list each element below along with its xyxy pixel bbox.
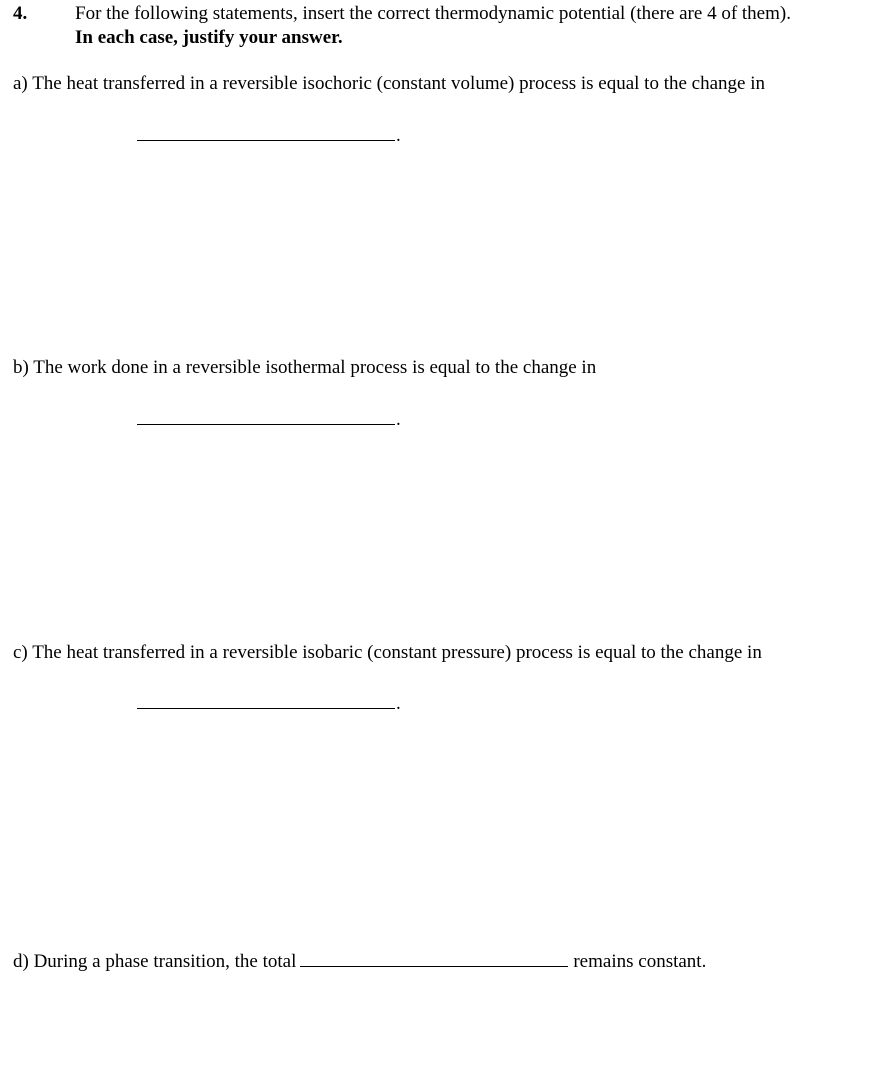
period: . bbox=[396, 409, 401, 430]
part-b-label: b) bbox=[13, 357, 29, 378]
answer-line[interactable] bbox=[137, 126, 395, 141]
period: . bbox=[396, 693, 401, 714]
part-d-text-after: remains constant. bbox=[573, 951, 707, 972]
question-number: 4. bbox=[13, 3, 28, 24]
part-d-answer-blank[interactable] bbox=[300, 950, 568, 967]
period: . bbox=[396, 125, 401, 146]
part-d-text-before: During a phase transition, the total bbox=[33, 951, 297, 972]
part-a-label: a) bbox=[13, 73, 28, 94]
part-b-answer-blank[interactable] bbox=[137, 409, 401, 431]
answer-line[interactable] bbox=[137, 410, 395, 425]
answer-line[interactable] bbox=[137, 694, 395, 709]
part-d-label: d) bbox=[13, 951, 29, 972]
part-a-statement bbox=[13, 73, 765, 95]
question-instruction: For the following statements, insert the correct thermodynamic potential (there are 4 of them). bbox=[75, 3, 791, 24]
part-d-statement bbox=[13, 950, 706, 973]
part-c-text: The heat transferred in a reversible isobaric (constant pressure) process is equal to the change in bbox=[32, 642, 762, 663]
part-b-text: The work done in a reversible isothermal process is equal to the change in bbox=[33, 357, 597, 378]
part-b-statement bbox=[13, 357, 596, 379]
part-a-answer-blank[interactable] bbox=[137, 125, 401, 147]
question-emphasis: In each case, justify your answer. bbox=[75, 27, 343, 48]
part-c-label: c) bbox=[13, 642, 28, 663]
part-c-statement bbox=[13, 642, 762, 664]
part-c-answer-blank[interactable] bbox=[137, 693, 401, 715]
part-a-text: The heat transferred in a reversible isochoric (constant volume) process is equal to the change in bbox=[32, 73, 765, 94]
